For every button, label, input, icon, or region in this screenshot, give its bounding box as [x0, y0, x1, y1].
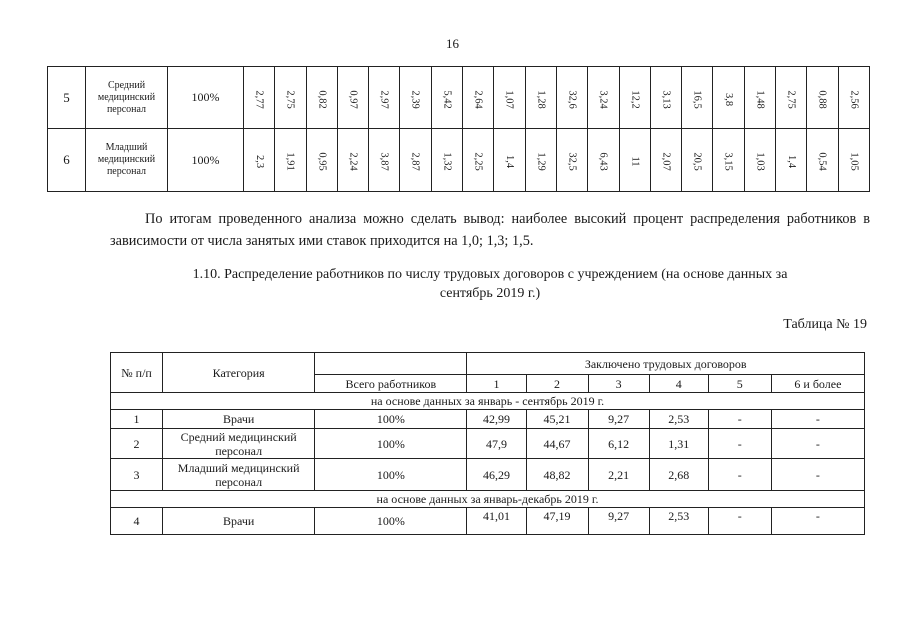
- row-number: 6: [48, 129, 86, 192]
- value-cell: [431, 129, 462, 192]
- rotated-value: 32,5: [566, 152, 578, 171]
- header-blank: [315, 353, 467, 375]
- rotated-value: 12,2: [629, 89, 641, 109]
- row-number: 5: [48, 67, 86, 129]
- value-cell: [369, 67, 400, 129]
- value-cell: [556, 129, 587, 192]
- value-cell: 44,67: [526, 429, 588, 459]
- rotated-value: 3,87: [378, 152, 390, 171]
- rotated-value: 2,3: [253, 154, 265, 169]
- value-cell: [838, 129, 869, 192]
- value-cell: [556, 67, 587, 129]
- rotated-value: 2,25: [472, 152, 484, 171]
- value-cell: [682, 67, 713, 129]
- row-percent: 100%: [168, 129, 244, 192]
- rotated-value: 1,03: [754, 152, 766, 171]
- rotated-value: 20,5: [691, 152, 703, 171]
- value-cell: [588, 67, 619, 129]
- value-cell: 2,53: [649, 410, 708, 429]
- rotated-value: 3,24: [597, 89, 609, 109]
- header-total-workers: Всего работников: [315, 375, 467, 393]
- continued-distribution-table: [47, 66, 870, 192]
- rotated-value: 3,15: [723, 152, 735, 171]
- value-cell: [525, 67, 556, 129]
- rotated-value: 2,77: [253, 89, 265, 109]
- row-percent: 100%: [168, 67, 244, 129]
- row-total: 100%: [315, 410, 467, 429]
- value-cell: 9,27: [588, 508, 649, 535]
- table-row: [48, 129, 870, 192]
- value-cell: [275, 129, 306, 192]
- conclusion-paragraph: По итогам проведенного анализа можно сделать вывод: наиболее высокий процент распределения работников в зависимости от числа занятых ими ставок приходится на 1,0; 1,3; 1,5.: [110, 211, 870, 249]
- section-row: [111, 491, 865, 508]
- value-cell: 2,68: [649, 459, 708, 491]
- value-cell: [713, 129, 744, 192]
- value-cell: [744, 67, 775, 129]
- table-row: [111, 429, 865, 459]
- value-cell: -: [708, 459, 771, 491]
- value-cell: [306, 67, 337, 129]
- category-line: Средний: [107, 79, 146, 91]
- value-cell: [776, 67, 807, 129]
- value-cell: [494, 129, 525, 192]
- value-cell: [463, 67, 494, 129]
- rotated-value: 0,97: [347, 89, 359, 109]
- value-cell: 9,27: [588, 410, 649, 429]
- row-number: 2: [111, 429, 163, 459]
- rotated-value: 1,28: [535, 89, 547, 109]
- value-cell: [776, 129, 807, 192]
- rotated-value: 3,13: [660, 89, 672, 109]
- value-cell: -: [771, 429, 864, 459]
- value-cell: -: [771, 410, 864, 429]
- row-total: 100%: [315, 508, 467, 535]
- header-contract-count: 1: [467, 375, 526, 393]
- value-cell: 2,21: [588, 459, 649, 491]
- rotated-value: 2,07: [660, 152, 672, 171]
- header-num: № п/п: [111, 353, 163, 393]
- value-cell: [337, 129, 368, 192]
- rotated-value: 1,4: [504, 154, 516, 169]
- row-category: Врачи: [163, 410, 315, 429]
- row-category: Младший медицинский персонал: [163, 459, 315, 491]
- value-cell: [337, 67, 368, 129]
- rotated-value: 1,4: [785, 154, 797, 169]
- value-cell: [525, 129, 556, 192]
- row-category: Врачи: [163, 508, 315, 535]
- value-cell: -: [771, 459, 864, 491]
- value-cell: [431, 67, 462, 129]
- value-cell: [494, 67, 525, 129]
- row-category: [86, 67, 168, 129]
- rotated-value: 2,64: [472, 89, 484, 109]
- value-cell: 41,01: [467, 508, 526, 535]
- value-cell: [306, 129, 337, 192]
- rotated-value: 16,5: [691, 89, 703, 109]
- rotated-value: 32,6: [566, 89, 578, 109]
- rotated-value: 1,48: [754, 89, 766, 109]
- value-cell: [244, 67, 275, 129]
- rotated-value: 11: [629, 156, 641, 167]
- value-cell: [713, 67, 744, 129]
- rotated-value: 0,95: [316, 152, 328, 171]
- value-cell: 42,99: [467, 410, 526, 429]
- row-category: Средний медицинский персонал: [163, 429, 315, 459]
- header-contracts-group: Заключено трудовых договоров: [467, 353, 865, 375]
- header-contract-count: 5: [708, 375, 771, 393]
- rotated-value: 2,87: [410, 152, 422, 171]
- contracts-distribution-table: [110, 352, 865, 535]
- section-label: на основе данных за январь-декабрь 2019 г.: [111, 491, 865, 508]
- value-cell: [650, 129, 681, 192]
- value-cell: [682, 129, 713, 192]
- row-total: 100%: [315, 459, 467, 491]
- rotated-value: 1,07: [504, 89, 516, 109]
- rotated-value: 5,42: [441, 89, 453, 109]
- rotated-value: 2,75: [785, 89, 797, 109]
- rotated-value: 2,75: [284, 89, 296, 109]
- header-contract-count: 3: [588, 375, 649, 393]
- value-cell: [244, 129, 275, 192]
- category-line: Младший: [105, 142, 148, 153]
- value-cell: -: [708, 508, 771, 535]
- value-cell: [650, 67, 681, 129]
- category-line: персонал: [106, 103, 147, 115]
- rotated-value: 2,97: [378, 89, 390, 109]
- row-category: [86, 129, 168, 192]
- value-cell: 47,9: [467, 429, 526, 459]
- rotated-value: 0,88: [816, 89, 828, 109]
- section-row: [111, 393, 865, 410]
- section-heading: 1.10. Распределение работников по числу трудовых договоров с учреждением (на основе данных за сентябрь 2019 г.): [192, 267, 788, 301]
- rotated-value: 1,29: [535, 152, 547, 171]
- value-cell: [275, 67, 306, 129]
- row-number: 4: [111, 508, 163, 535]
- value-cell: [807, 129, 838, 192]
- section-label: на основе данных за январь - сентябрь 2019 г.: [111, 393, 865, 410]
- value-cell: [400, 67, 431, 129]
- row-number: 1: [111, 410, 163, 429]
- page-number: 16: [446, 36, 459, 51]
- rotated-value: 3,8: [723, 92, 735, 106]
- table-row: [48, 67, 870, 129]
- rotated-value: 2,39: [410, 89, 422, 109]
- value-cell: [619, 129, 650, 192]
- table-number-label: Таблица № 19: [783, 317, 867, 332]
- rotated-value: 0,54: [816, 152, 828, 171]
- value-cell: [838, 67, 869, 129]
- value-cell: [807, 67, 838, 129]
- value-cell: [588, 129, 619, 192]
- rotated-value: 2,24: [347, 152, 359, 171]
- rotated-value: 2,56: [848, 89, 860, 109]
- category-line: медицинский: [97, 154, 156, 165]
- header-contract-count: 6 и более: [771, 375, 864, 393]
- value-cell: [619, 67, 650, 129]
- value-cell: 47,19: [526, 508, 588, 535]
- header-category: Категория: [163, 353, 315, 393]
- rotated-value: 1,05: [848, 152, 860, 171]
- rotated-value: 6,43: [597, 152, 609, 171]
- value-cell: 45,21: [526, 410, 588, 429]
- rotated-value: 0,82: [316, 89, 328, 109]
- value-cell: [369, 129, 400, 192]
- value-cell: [463, 129, 494, 192]
- rotated-value: 1,32: [441, 152, 453, 171]
- value-cell: -: [708, 429, 771, 459]
- value-cell: -: [708, 410, 771, 429]
- value-cell: 46,29: [467, 459, 526, 491]
- table-row: [111, 410, 865, 429]
- value-cell: [400, 129, 431, 192]
- row-total: 100%: [315, 429, 467, 459]
- rotated-value: 1,91: [284, 152, 296, 171]
- value-cell: -: [771, 508, 864, 535]
- value-cell: 1,31: [649, 429, 708, 459]
- table-row: [111, 459, 865, 491]
- row-number: 3: [111, 459, 163, 491]
- table-row: [111, 508, 865, 535]
- category-line: персонал: [106, 166, 147, 177]
- value-cell: 6,12: [588, 429, 649, 459]
- value-cell: 48,82: [526, 459, 588, 491]
- header-contract-count: 4: [649, 375, 708, 393]
- header-contract-count: 2: [526, 375, 588, 393]
- category-line: медицинский: [97, 91, 156, 103]
- value-cell: [744, 129, 775, 192]
- value-cell: 2,53: [649, 508, 708, 535]
